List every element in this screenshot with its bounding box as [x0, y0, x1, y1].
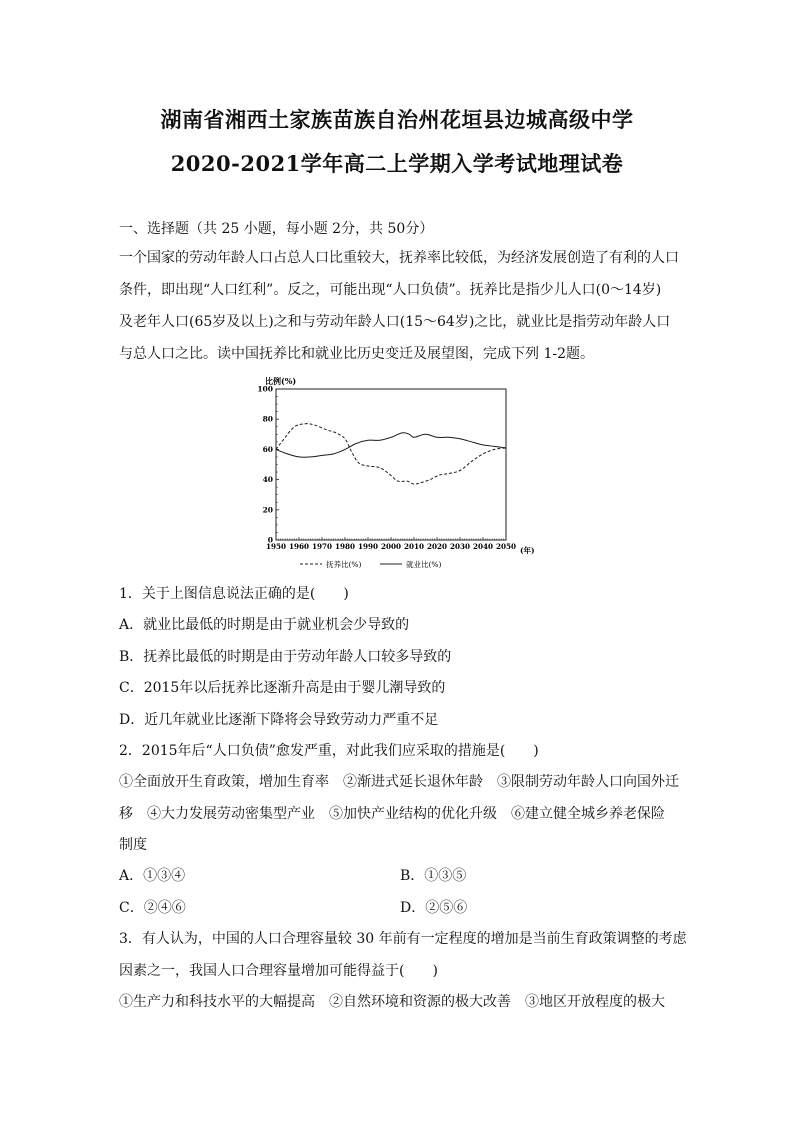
- exam-title-line-1: 湖南省湘西土家族苗族自治州花垣县边城高级中学: [160, 107, 634, 132]
- y-tick-label-20: 20: [262, 505, 273, 515]
- x-tick-label-1950: 1950: [265, 542, 287, 551]
- y-tick-label-0: 0: [267, 535, 273, 545]
- q1-option-a[interactable]: A．就业比最低的时期是由于就业机会少导致的: [119, 617, 410, 633]
- q1-option-c[interactable]: C．2015年以后抚养比逐渐升高是由于婴儿潮导致的: [119, 680, 446, 696]
- q3-stem-line-1: 3．有人认为，中国的人口合理容量较 30 年前有一定程度的增加是当前生育政策调整的考虑: [119, 931, 687, 947]
- q1-stem: 1．关于上图信息说法正确的是( ): [119, 586, 349, 602]
- y-axis-label: 比例(%): [265, 376, 297, 386]
- q2-items-line-3: 制度: [119, 837, 147, 853]
- passage-line-2: 条件，即出现“人口红利”。反之，可能出现“人口负债”。抚养比是指少儿人口(0～14岁): [119, 282, 662, 298]
- passage-line-4: 与总人口之比。读中国抚养比和就业比历史变迁及展望图，完成下列 1-2题。: [119, 346, 594, 362]
- q1-option-b[interactable]: B．抚养比最低的时期是由于劳动年龄人口较多导致的: [119, 649, 452, 665]
- x-tick-label-2010: 2010: [403, 542, 425, 551]
- q2-items-line-2: 移 ④大力发展劳动密集型产业 ⑤加快产业结构的优化升级 ⑥建立健全城乡养老保险: [119, 806, 665, 822]
- x-tick-label-1960: 1960: [288, 542, 310, 551]
- y-tick-label-60: 60: [262, 444, 273, 454]
- exam-title-line-2: 2020-2021学年高二上学期入学考试地理试卷: [170, 151, 624, 176]
- y-tick-label-80: 80: [262, 414, 273, 424]
- section-heading: 一、选择题（共 25 小题，每小题 2分，共 50分）: [119, 221, 434, 237]
- q2-option-a[interactable]: A．①③④: [119, 868, 186, 884]
- passage-line-3: 及老年人口(65岁及以上)之和与劳动年龄人口(15～64岁)之比，就业比是指劳动年龄人口: [119, 314, 671, 330]
- q2-items-line-1: ①全面放开生育政策，增加生育率 ②渐进式延长退休年龄 ③限制劳动年龄人口向国外迁: [119, 774, 679, 790]
- x-tick-label-2050: 2050: [495, 542, 517, 551]
- x-tick-label-2000: 2000: [380, 542, 402, 551]
- legend-label-employment: 就业比(%): [406, 560, 442, 569]
- q3-items-line-1: ①生产力和科技水平的大幅提高 ②自然环境和资源的极大改善 ③地区开放程度的极大: [119, 994, 665, 1010]
- x-tick-label-2040: 2040: [472, 542, 494, 551]
- x-tick-label-1990: 1990: [357, 542, 379, 551]
- passage-line-1: 一个国家的劳动年龄人口占总人口比重较大，抚养率比较低，为经济发展创造了有利的人口: [119, 250, 679, 266]
- q2-option-d[interactable]: D．②⑤⑥: [400, 900, 468, 916]
- line-chart: [257, 374, 542, 574]
- q3-stem-line-2: 因素之一，我国人口合理容量增加可能得益于( ): [119, 963, 438, 979]
- x-tick-label-1970: 1970: [311, 542, 333, 551]
- series-line-dependency-ratio: [276, 424, 506, 484]
- x-tick-label-1980: 1980: [334, 542, 356, 551]
- plot-frame: [276, 389, 506, 540]
- x-tick-label-2020: 2020: [426, 542, 448, 551]
- series-line-employment-ratio: [276, 433, 506, 458]
- x-axis-label: (年): [520, 546, 535, 555]
- q2-option-c[interactable]: C．②④⑥: [119, 900, 186, 916]
- q1-option-d[interactable]: D．近几年就业比逐渐下降将会导致劳动力严重不足: [119, 712, 439, 728]
- legend-label-dependency: 抚养比(%): [326, 560, 362, 569]
- chart-svg: [257, 374, 542, 574]
- q2-option-b[interactable]: B．①③⑤: [400, 868, 467, 884]
- y-tick-label-100: 100: [257, 384, 273, 394]
- q2-stem: 2．2015年后“人口负债”愈发严重，对此我们应采取的措施是( ): [119, 743, 539, 759]
- y-tick-label-40: 40: [262, 475, 273, 485]
- x-tick-label-2030: 2030: [449, 542, 471, 551]
